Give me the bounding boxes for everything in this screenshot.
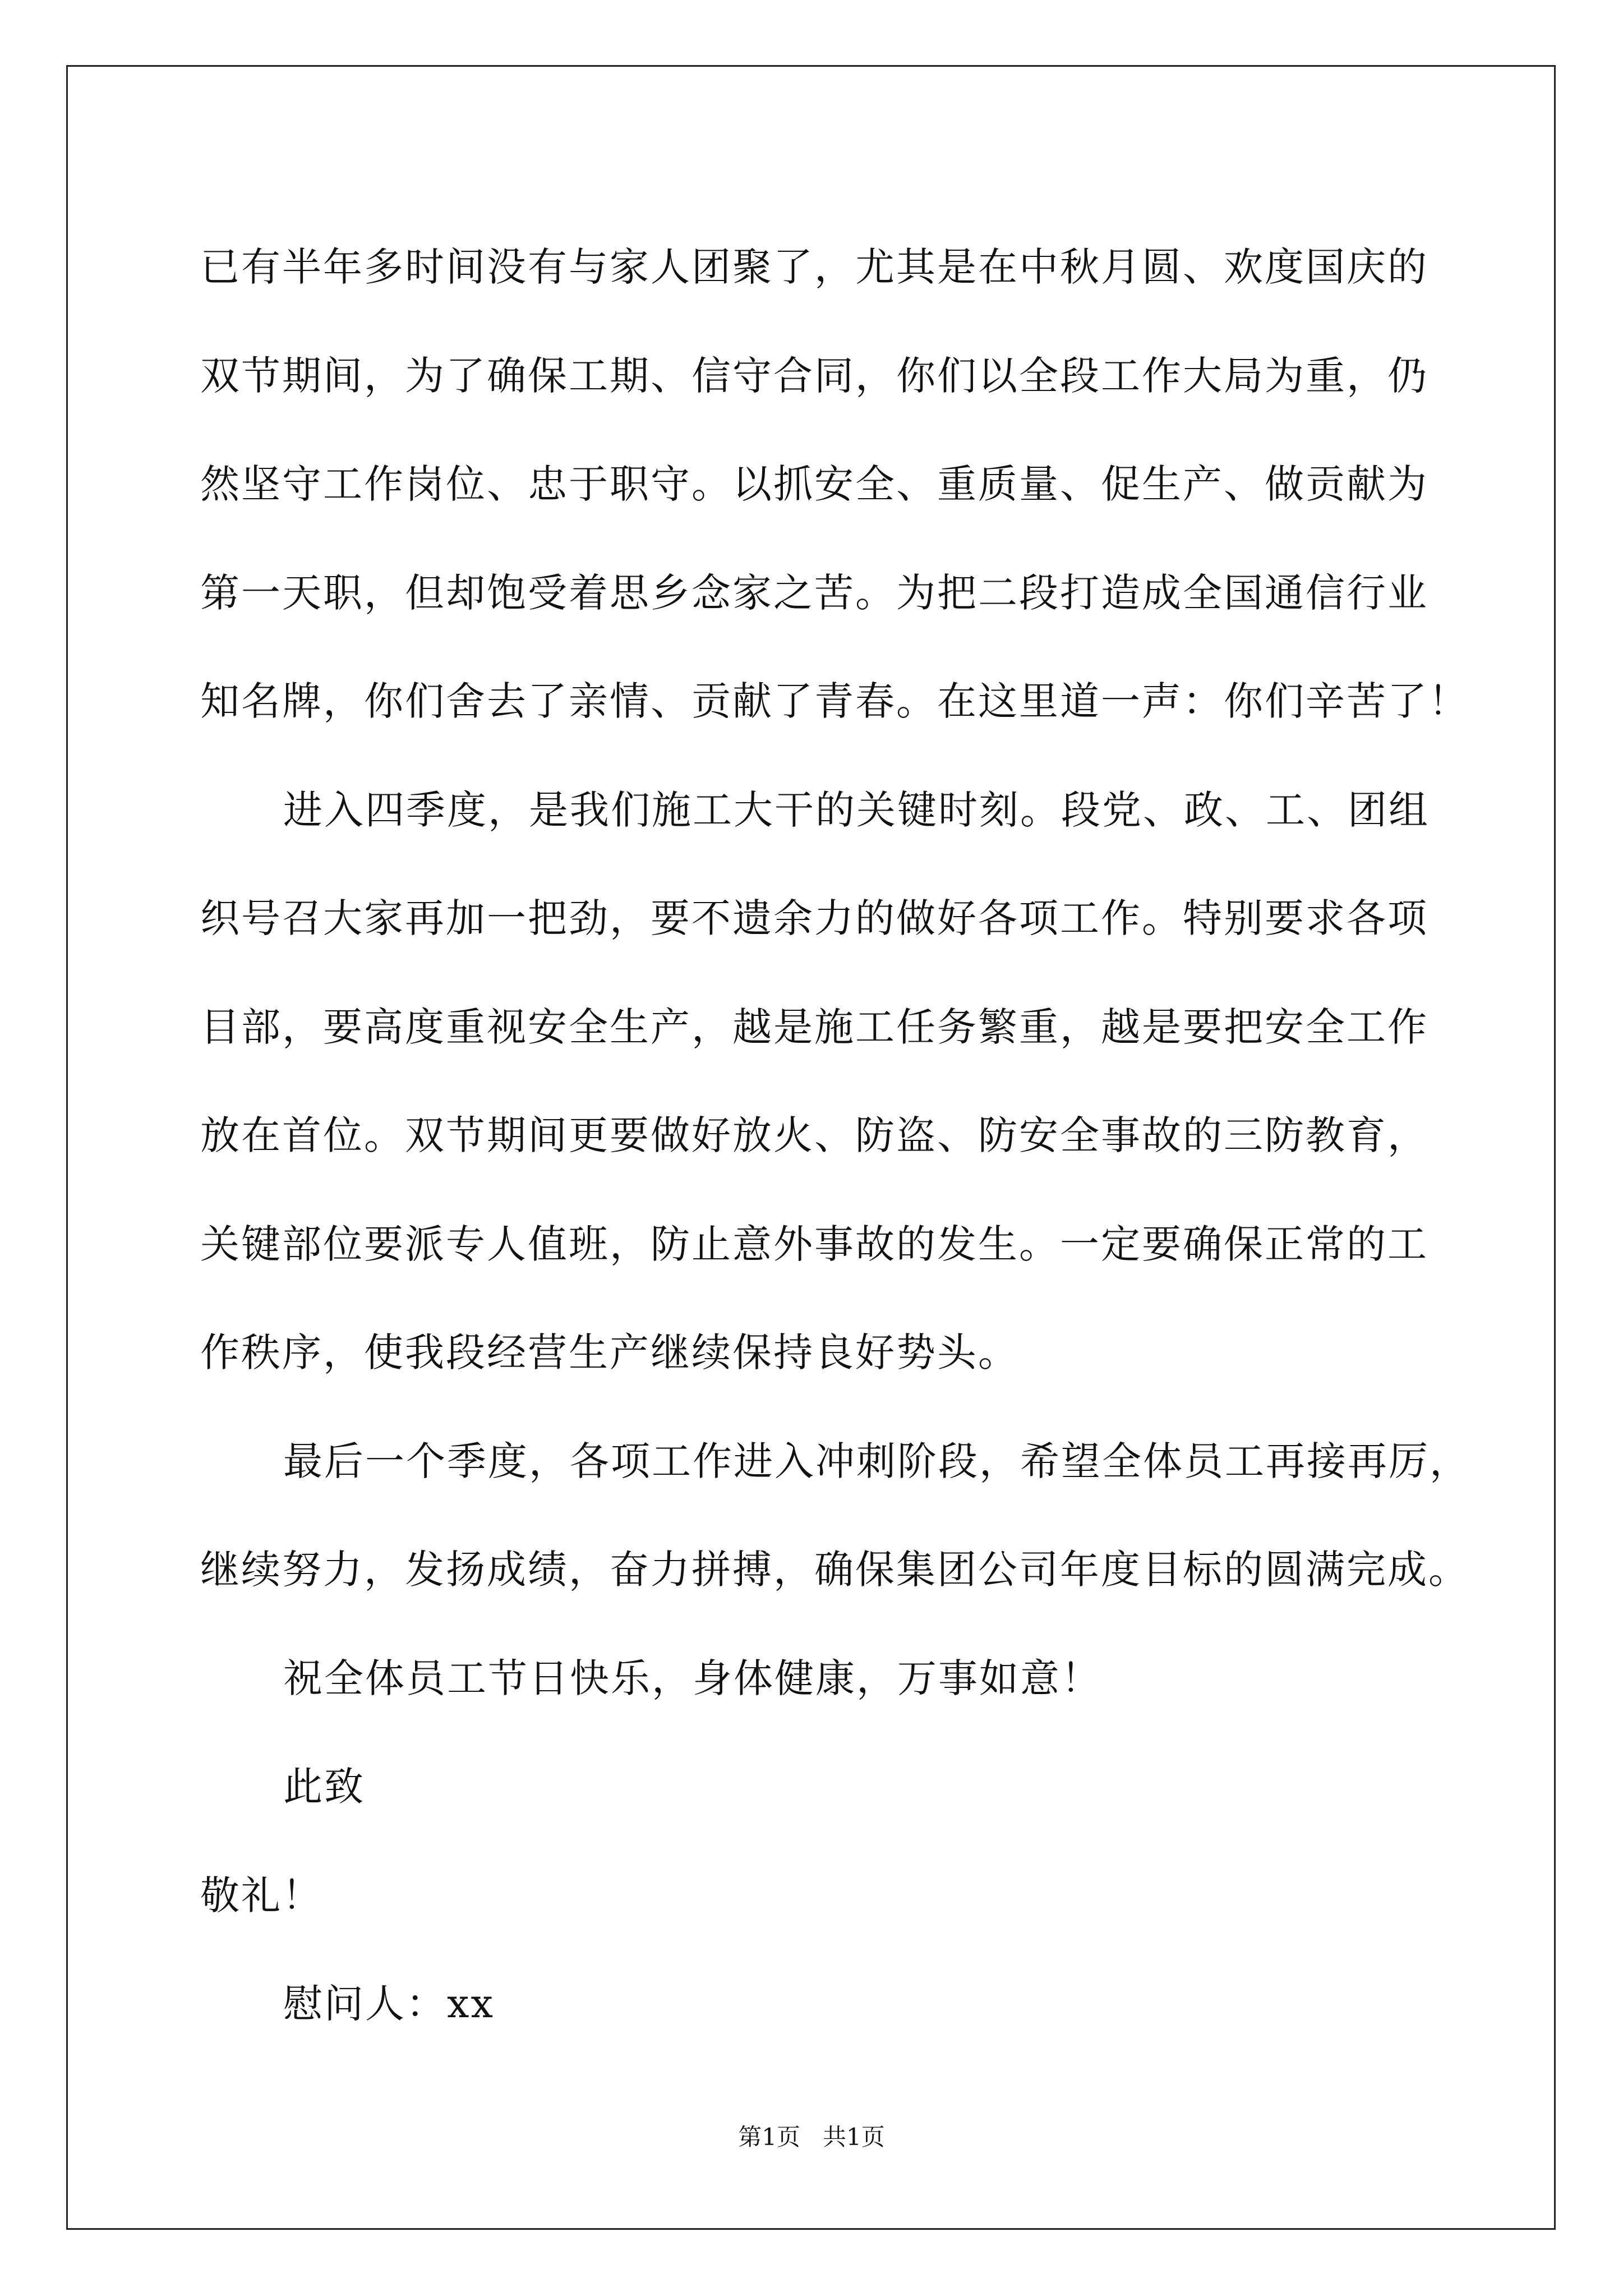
text-line: 继续努力，发扬成绩，奋力拼搏，确保集团公司年度目标的圆满完成。 xyxy=(200,1547,1469,1593)
text-line: 进入四季度，是我们施工大干的关键时刻。段党、政、工、团组 xyxy=(283,786,1430,833)
text-line: 第一天职，但却饱受着思乡念家之苦。为把二段打造成全国通信行业 xyxy=(200,569,1428,616)
letter-body xyxy=(200,213,1470,2059)
text-line: 目部，要高度重视安全生产，越是施工任务繁重，越是要把安全工作 xyxy=(200,1004,1428,1050)
text-line: 放在首位。双节期间更要做好放火、防盗、防安全事故的三防教育， xyxy=(200,1112,1428,1158)
text-line: 双节期间，为了确保工期、信守合同，你们以全段工作大局为重，仍 xyxy=(200,352,1428,399)
text-line: 祝全体员工节日快乐，身体健康，万事如意！ xyxy=(283,1655,1102,1701)
text-line: 然坚守工作岗位、忠于职守。以抓安全、重质量、促生产、做贡献为 xyxy=(200,461,1428,507)
text-line: 织号召大家再加一把劲，要不遗余力的做好各项工作。特别要求各项 xyxy=(200,895,1428,941)
closing-regards: 敬礼！ xyxy=(200,1872,323,1918)
text-line: 关键部位要派专人值班，防止意外事故的发生。一定要确保正常的工 xyxy=(200,1221,1428,1267)
signature-line: 慰问人：xx xyxy=(283,1981,495,2027)
text-line: 最后一个季度，各项工作进入冲刺阶段，希望全体员工再接再厉， xyxy=(283,1438,1470,1484)
text-line: 已有半年多时间没有与家人团聚了，尤其是在中秋月圆、欢度国庆的 xyxy=(200,244,1428,290)
text-line: 知名牌，你们舍去了亲情、贡献了青春。在这里道一声：你们辛苦了！ xyxy=(200,678,1469,724)
text-line: 作秩序，使我段经营生产继续保持良好势头。 xyxy=(200,1329,1019,1375)
page-total: 共1页 xyxy=(823,2123,885,2151)
page-number: 第1页 xyxy=(738,2123,800,2151)
page-footer xyxy=(0,2120,1623,2154)
closing-salutation: 此致 xyxy=(283,1764,365,1810)
